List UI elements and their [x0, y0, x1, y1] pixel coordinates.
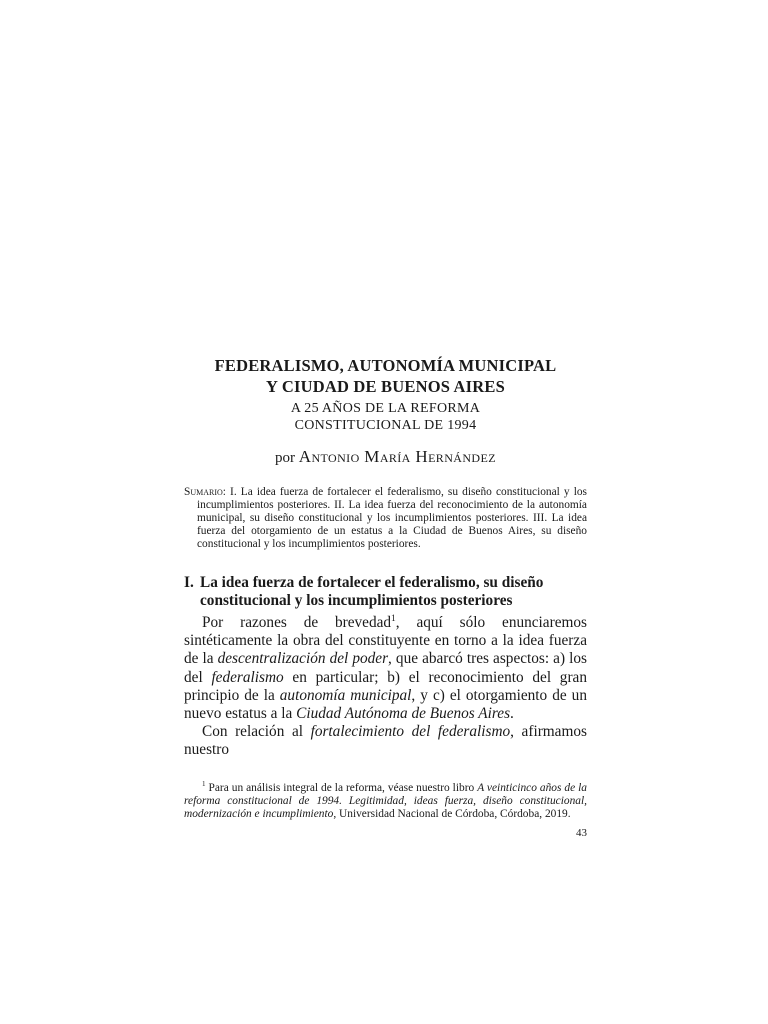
footnote-text-1: Para un análisis integral de la reforma, véase nuestro libro	[205, 781, 478, 794]
paragraph-2-text-1: Con relación al	[202, 723, 311, 741]
paragraph-1-text-3: , que abarcó tres aspectos: a) los del	[184, 650, 587, 686]
paragraph-2-italic-1: fortalecimiento del federalismo	[310, 723, 511, 741]
page-content	[184, 355, 587, 839]
byline-prefix: por	[275, 450, 296, 466]
paragraph-1-italic-2: federalismo	[211, 668, 284, 686]
footnote-italic-title: A veinticinco años de la reforma constitucional de 1994. Legitimidad, ideas fuerza, diseño constitucional, modernización e incumplimiento	[184, 781, 587, 820]
paragraph-1-text-6: .	[510, 705, 514, 723]
paragraph-1-italic-4: Ciudad Autónoma de Buenos Aires	[296, 705, 511, 723]
summary-block	[184, 486, 587, 551]
paragraph-1	[184, 614, 587, 723]
subtitle-line-2: CONSTITUCIONAL DE 1994	[294, 418, 477, 433]
section-heading	[184, 574, 587, 610]
paragraph-1-italic-3: autonomía municipal	[279, 686, 412, 704]
paragraph-2-text-2: , afirmamos nuestro	[184, 723, 587, 759]
title-line-1: FEDERALISMO, AUTONOMÍA MUNICIPAL	[214, 356, 557, 375]
byline	[184, 448, 587, 467]
summary-label: Sumario:	[184, 486, 226, 498]
paragraph-1-text-1: Por razones de brevedad	[202, 614, 392, 631]
title-line-2: Y CIUDAD DE BUENOS AIRES	[266, 377, 505, 396]
footnote	[184, 779, 587, 821]
subtitle-line-1: A 25 AÑOS DE LA REFORMA	[290, 401, 481, 416]
footnote-number: 1	[202, 779, 206, 788]
paragraph-1-text-4: en particular; b) el reconocimiento del gran principio de la	[184, 668, 587, 704]
page-number: 43	[576, 827, 587, 839]
footnote-reference[interactable]: 1	[391, 613, 396, 624]
paragraph-1-text-5: , y c) el otorgamiento de un nuevo estatus a la	[184, 686, 587, 723]
paragraph-2	[184, 723, 587, 759]
body-text	[184, 614, 587, 760]
paragraph-1-italic-1: descentralización del poder	[217, 650, 389, 668]
paragraph-1-text-2: , aquí sólo enunciaremos sintéticamente la obra del constituyente en torno a la idea fuerza de la	[184, 614, 587, 668]
footnote-text-2: , Universidad Nacional de Córdoba, Córdoba, 2019.	[333, 807, 571, 820]
section-number: I.	[184, 574, 194, 591]
article-title	[184, 355, 587, 397]
article-subtitle	[184, 400, 587, 434]
summary-text: I. La idea fuerza de fortalecer el federalismo, su diseño constitucional y los incumplimientos posteriores. II. La idea fuerza del reconocimiento de la autonomía municipal, su diseño constitucional y los incumplimientos posteriores. III. La idea fuerza del otorgamiento de un estatus a la Ciudad de Buenos Aires, su diseño constitucional y los incumplimientos posteriores.	[197, 486, 587, 550]
author-name: Antonio María Hernández	[298, 447, 496, 466]
section-heading-text: La idea fuerza de fortalecer el federalismo, su diseño constitucional y los incumplimientos posteriores	[200, 574, 544, 609]
